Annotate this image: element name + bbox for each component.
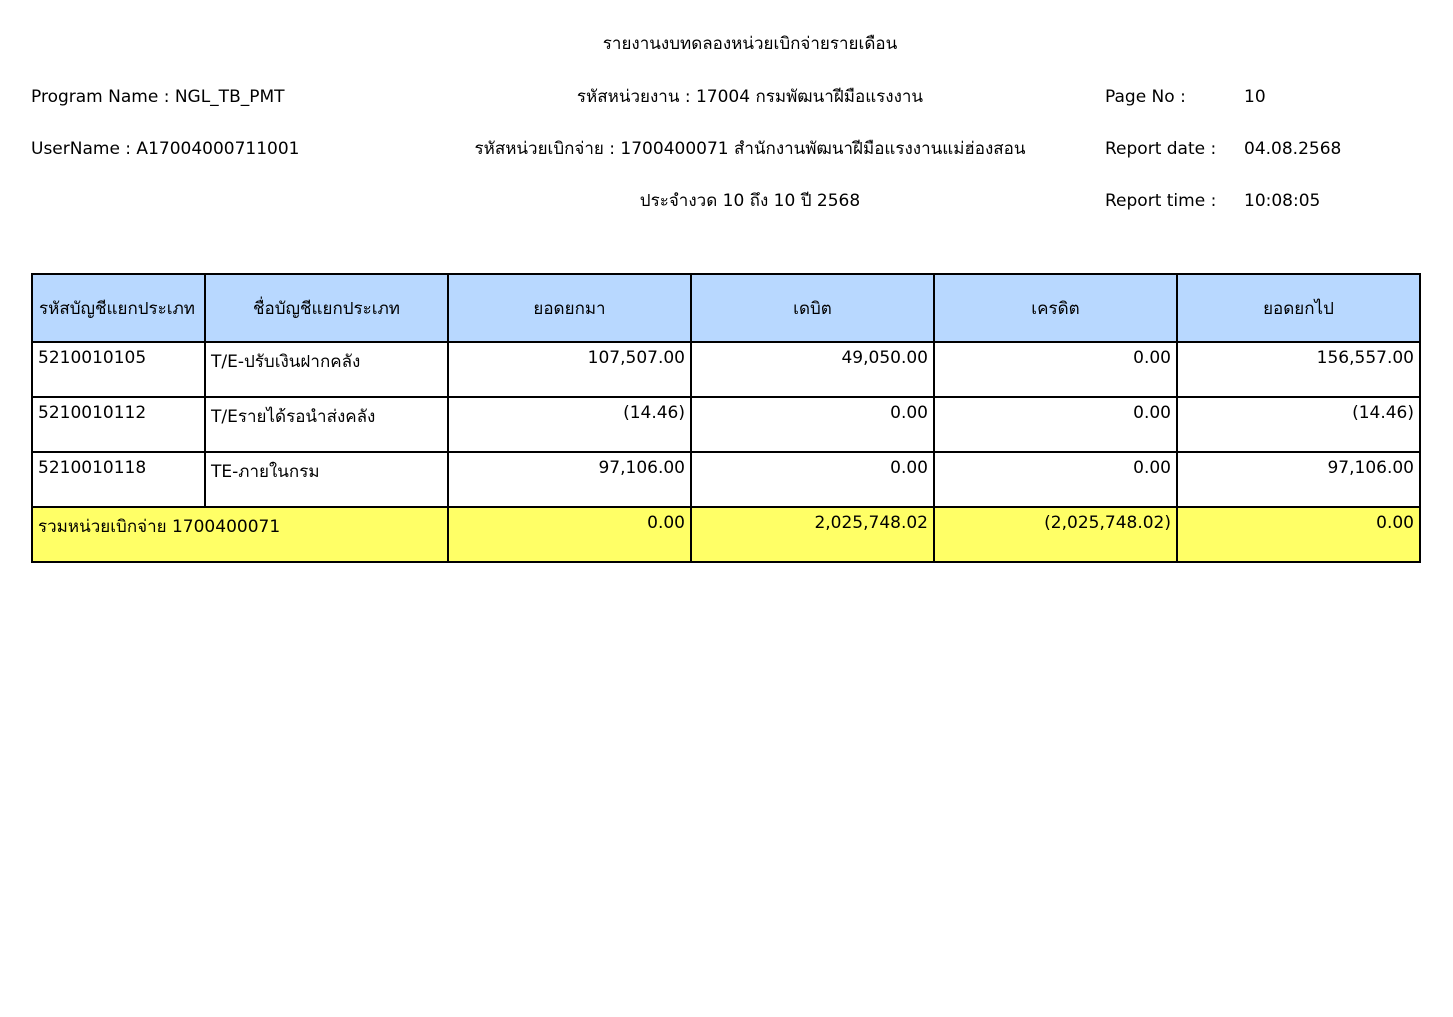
trial-balance-table <box>31 273 1421 563</box>
column-header-brought-forward: ยอดยกมา <box>448 274 691 342</box>
page-no-value: 10 <box>1244 87 1266 107</box>
total-carried-forward: 0.00 <box>1177 507 1420 562</box>
disbursing-unit: รหัสหน่วยเบิกจ่าย : 1700400071 สำนักงานพัฒนาฝีมือแรงงานแม่ฮ่องสอน <box>474 139 1026 159</box>
report-date-value: 04.08.2568 <box>1244 139 1342 159</box>
total-debit: 2,025,748.02 <box>691 507 934 562</box>
account-name-cell: TE-ภายในกรม <box>205 452 448 507</box>
report-date-label: Report date : <box>1105 139 1217 159</box>
debit-cell: 0.00 <box>691 397 934 452</box>
column-header-account-name: ชื่อบัญชีแยกประเภท <box>205 274 448 342</box>
credit-cell: 0.00 <box>934 452 1177 507</box>
total-row <box>32 507 1420 562</box>
report-time-label: Report time : <box>1105 191 1217 211</box>
column-header-carried-forward: ยอดยกไป <box>1177 274 1420 342</box>
table-row <box>32 342 1420 397</box>
brought-forward-cell: 107,507.00 <box>448 342 691 397</box>
carried-forward-cell: 97,106.00 <box>1177 452 1420 507</box>
agency-code: รหัสหน่วยงาน : 17004 กรมพัฒนาฝีมือแรงงาน <box>576 87 924 107</box>
page-no-label: Page No : <box>1105 87 1186 107</box>
total-credit: (2,025,748.02) <box>934 507 1177 562</box>
report-time-value: 10:08:05 <box>1244 191 1321 211</box>
credit-cell: 0.00 <box>934 397 1177 452</box>
brought-forward-cell: 97,106.00 <box>448 452 691 507</box>
carried-forward-cell: (14.46) <box>1177 397 1420 452</box>
report-title: รายงานงบทดลองหน่วยเบิกจ่ายรายเดือน <box>602 34 898 54</box>
credit-cell: 0.00 <box>934 342 1177 397</box>
program-name: Program Name : NGL_TB_PMT <box>31 87 285 107</box>
debit-cell: 49,050.00 <box>691 342 934 397</box>
account-name-cell: T/Eรายได้รอนำส่งคลัง <box>205 397 448 452</box>
account-code-cell: 5210010105 <box>32 342 205 397</box>
account-code-cell: 5210010112 <box>32 397 205 452</box>
column-header-account-code: รหัสบัญชีแยกประเภท <box>32 274 205 342</box>
account-code-cell: 5210010118 <box>32 452 205 507</box>
debit-cell: 0.00 <box>691 452 934 507</box>
table-row <box>32 397 1420 452</box>
column-header-credit: เครดิต <box>934 274 1177 342</box>
carried-forward-cell: 156,557.00 <box>1177 342 1420 397</box>
account-name-cell: T/E-ปรับเงินฝากคลัง <box>205 342 448 397</box>
table-row <box>32 452 1420 507</box>
total-label: รวมหน่วยเบิกจ่าย 1700400071 <box>32 507 448 562</box>
table-header-row <box>32 274 1420 342</box>
brought-forward-cell: (14.46) <box>448 397 691 452</box>
column-header-debit: เดบิต <box>691 274 934 342</box>
user-name: UserName : A17004000711001 <box>31 139 300 159</box>
report-period: ประจำงวด 10 ถึง 10 ปี 2568 <box>639 191 861 211</box>
total-brought-forward: 0.00 <box>448 507 691 562</box>
